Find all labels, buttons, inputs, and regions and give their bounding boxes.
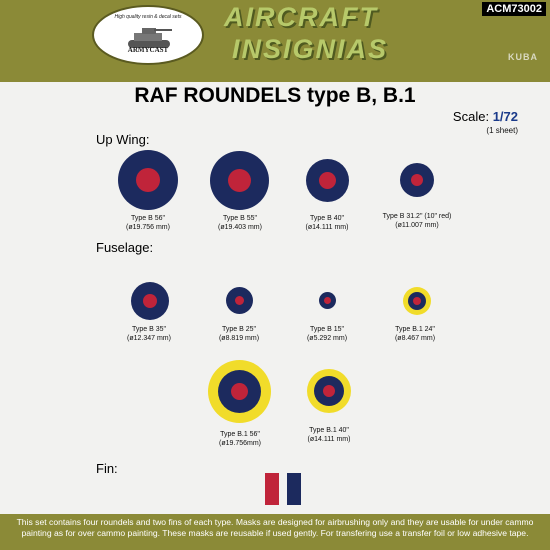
fin-flash-red xyxy=(265,473,279,505)
footer-notes: This set contains four roundels and two fins of each type. Masks are designed for airbrushing only and they are usable for under cammo painting as for over cammo painting. These masks are reusable if used gently. For transfering use a transfer foil or low adhesive tape. xyxy=(0,514,550,550)
roundel-center xyxy=(228,169,251,192)
series-title-line1: AIRCRAFT xyxy=(224,2,378,32)
caption-fuselage-b15: Type B 15" (ø5.292 mm) xyxy=(306,326,348,342)
roundel-center xyxy=(319,172,336,189)
caption-up-wing-b55: Type B 55" (ø19.403 mm) xyxy=(218,215,262,231)
caption-fuselage-b25: Type B 25" (ø8.819 mm) xyxy=(218,326,260,342)
caption-fuselage-b1-24: Type B.1 24" (ø8.467 mm) xyxy=(394,326,436,342)
logo-tagline: High quality resin & decal sets xyxy=(114,14,182,20)
roundel-center xyxy=(323,385,335,397)
scale-value: 1/72 xyxy=(492,109,518,124)
caption-fuselage-b35: Type B 35" (ø12.347 mm) xyxy=(127,326,171,342)
caption-up-wing-b56: Type B 56" (ø19.756 mm) xyxy=(126,215,170,231)
roundel-center xyxy=(143,294,157,308)
roundel-ring xyxy=(408,292,426,310)
page-title: RAF ROUNDELS type B, B.1 xyxy=(134,84,416,107)
roundel-center xyxy=(231,383,248,400)
logo-brand: ARMYCAST xyxy=(127,46,169,54)
caption-up-wing-b31: Type B 31.2" (10" red) (ø11.007 mm) xyxy=(382,213,452,229)
roundel-fuselage-b35 xyxy=(131,282,169,320)
roundel-fuselage-b1-40 xyxy=(307,369,351,413)
roundel-ring xyxy=(218,370,261,413)
armycast-logo xyxy=(92,5,204,65)
roundel-center xyxy=(235,296,244,305)
fin-flash-blue xyxy=(287,473,301,505)
roundel-up-wing-b40 xyxy=(306,159,349,202)
roundel-fuselage-b1-24 xyxy=(403,287,431,315)
roundel-up-wing-b31 xyxy=(400,163,434,197)
roundel-center xyxy=(411,174,423,186)
roundel-ring xyxy=(314,376,344,406)
roundel-center xyxy=(136,168,160,192)
section-up-wing: Up Wing: xyxy=(96,132,150,147)
caption-fuselage-b1-40: Type B.1 40" (ø14.111 mm) xyxy=(307,427,351,443)
roundel-fuselage-b25 xyxy=(226,287,253,314)
section-fuselage: Fuselage: xyxy=(96,240,154,255)
scale-text: Scale: xyxy=(452,109,490,124)
roundel-fuselage-b15 xyxy=(319,292,336,309)
roundel-center xyxy=(413,297,421,305)
caption-up-wing-b40: Type B 40" (ø14.111 mm) xyxy=(305,215,349,231)
product-code: ACM73002 xyxy=(482,2,546,16)
roundel-up-wing-b56 xyxy=(118,150,178,210)
roundel-center xyxy=(324,297,331,304)
sub-brand-logo: KUBA xyxy=(508,52,538,62)
scale-label xyxy=(453,109,518,124)
header-banner xyxy=(0,0,550,82)
roundel-up-wing-b55 xyxy=(210,151,269,210)
roundel-fuselage-b1-56 xyxy=(208,360,271,423)
section-fin: Fin: xyxy=(96,461,118,476)
series-title-line2: INSIGNIAS xyxy=(232,34,389,64)
caption-fuselage-b1-56: Type B.1 56" (ø19.756mm) xyxy=(218,431,261,447)
sheet-count: (1 sheet) xyxy=(486,126,518,135)
